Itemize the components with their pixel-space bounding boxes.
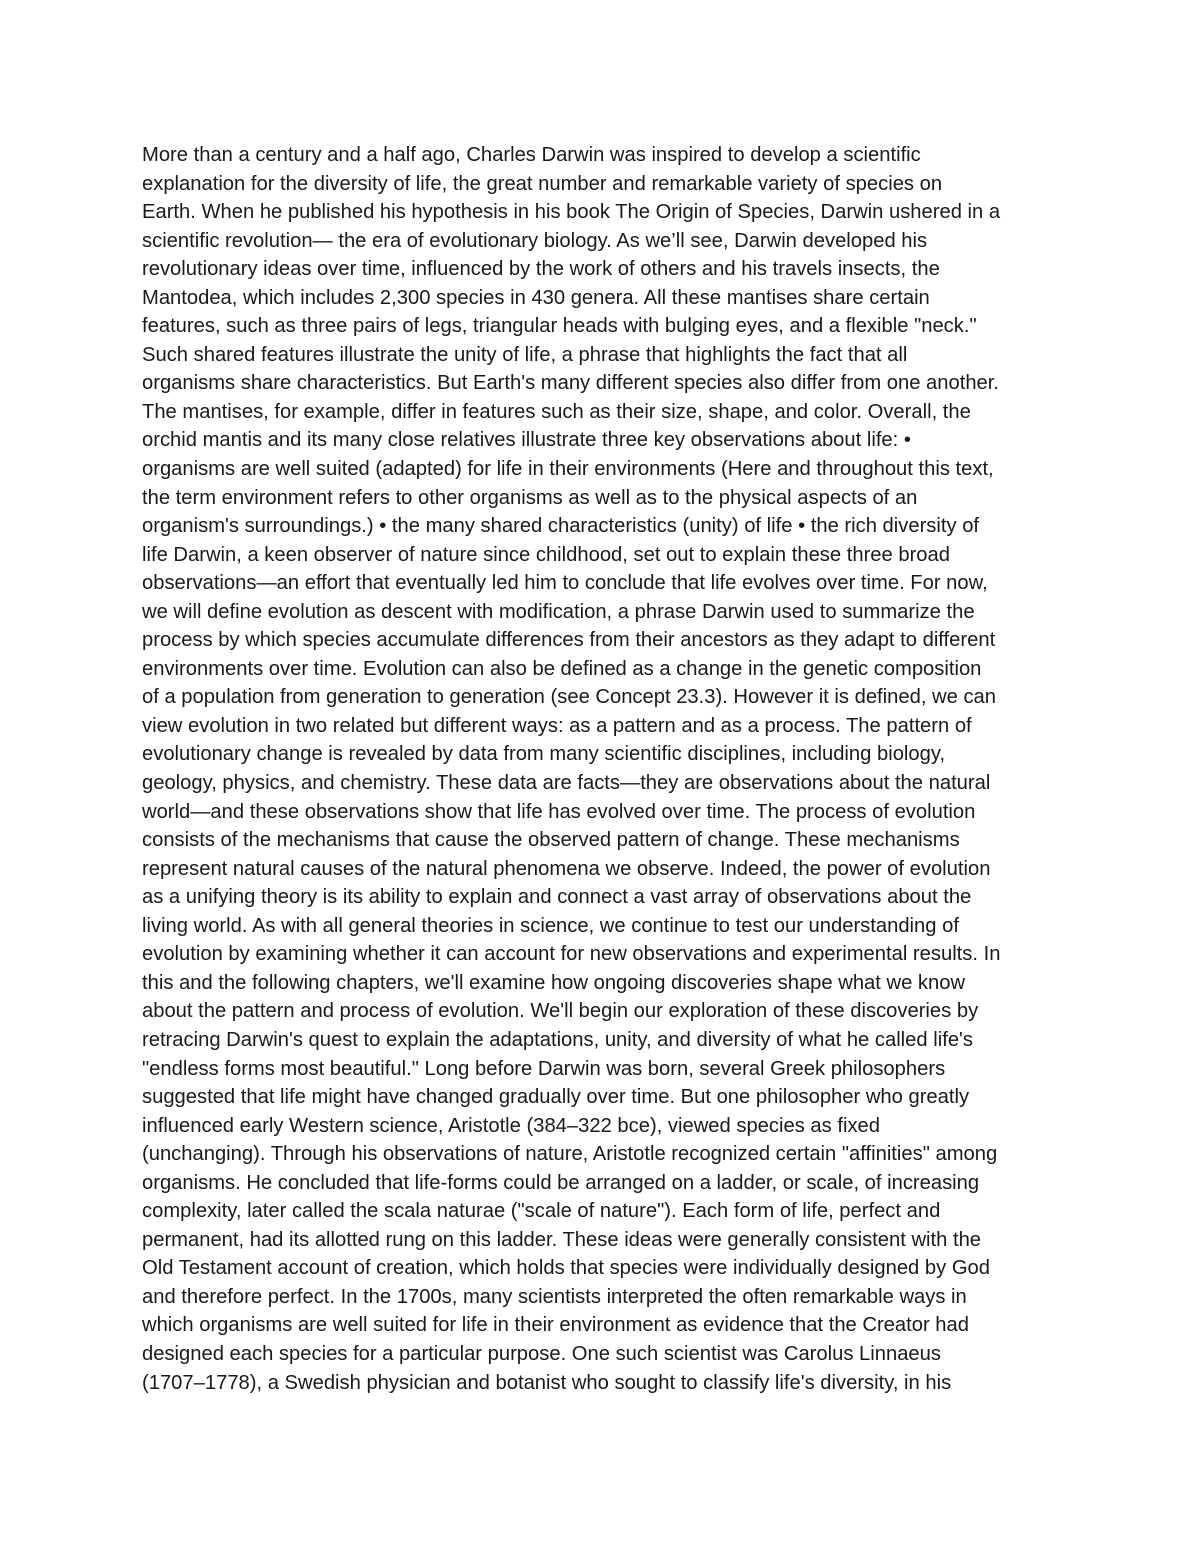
text-line: this and the following chapters, we'll examine how ongoing discoveries shape what we know [142,971,966,994]
text-line: retracing Darwin's quest to explain the adaptations, unity, and diversity of what he called life's [142,1028,973,1051]
text-line: organisms. He concluded that life-forms could be arranged on a ladder, or scale, of increasing [142,1171,980,1194]
text-line: represent natural causes of the natural phenomena we observe. Indeed, the power of evolution [142,857,991,880]
text-line: evolution by examining whether it can account for new observations and experimental results. In [142,943,1001,966]
text-line: "endless forms most beautiful." Long before Darwin was born, several Greek philosophers [142,1057,946,1080]
text-line: revolutionary ideas over time, influenced by the work of others and his travels insects, the [142,258,940,281]
text-line: geology, physics, and chemistry. These data are facts—they are observations about the natural [142,772,991,795]
text-line: of a population from generation to generation (see Concept 23.3). However it is defined, we can [142,686,996,709]
text-line: features, such as three pairs of legs, triangular heads with bulging eyes, and a flexible "neck." [142,315,977,338]
text-line: we will define evolution as descent with modification, a phrase Darwin used to summarize the [142,600,975,623]
text-line: observations—an effort that eventually led him to conclude that life evolves over time. For now, [142,572,988,595]
text-line: designed each species for a particular purpose. One such scientist was Carolus Linnaeus [142,1342,941,1365]
text-line: Mantodea, which includes 2,300 species in 430 genera. All these mantises share certain [142,286,930,309]
text-line: suggested that life might have changed gradually over time. But one philosopher who greatly [142,1086,970,1109]
text-line: world—and these observations show that life has evolved over time. The process of evolution [142,800,976,823]
text-line: consists of the mechanisms that cause the observed pattern of change. These mechanisms [142,829,960,852]
text-line: More than a century and a half ago, Charles Darwin was inspired to develop a scientific [142,144,921,166]
text-line: evolutionary change is revealed by data from many scientific disciplines, including biology, [142,743,946,766]
text-line: Earth. When he published his hypothesis in his book The Origin of Species, Darwin ushered in a [142,201,1001,224]
text-line: about the pattern and process of evolution. We'll begin our exploration of these discoveries by [142,1000,979,1023]
text-line: scientific revolution— the era of evolutionary biology. As we’ll see, Darwin developed his [142,229,928,252]
text-line: view evolution in two related but different ways: as a pattern and as a process. The pattern of [142,714,972,737]
text-line: permanent, had its allotted rung on this ladder. These ideas were generally consistent with the [142,1228,982,1251]
text-line: (unchanging). Through his observations of nature, Aristotle recognized certain "affinities" among [142,1143,998,1166]
text-line: organisms share characteristics. But Earth's many different species also differ from one another. [142,372,1000,395]
text-line: living world. As with all general theories in science, we continue to test our understanding of [142,914,959,937]
text-line: the term environment refers to other organisms as well as to the physical aspects of an [142,486,918,509]
text-line: (1707–1778), a Swedish physician and botanist who sought to classify life's diversity, in his [142,1371,952,1394]
text-line: organisms are well suited (adapted) for life in their environments (Here and throughout this text, [142,458,994,481]
body-text [142,141,1102,1397]
text-line: environments over time. Evolution can also be defined as a change in the genetic composition [142,657,982,680]
text-line: The mantises, for example, differ in features such as their size, shape, and color. Overall, the [142,400,971,423]
text-line: and therefore perfect. In the 1700s, many scientists interpreted the often remarkable ways in [142,1285,967,1308]
text-line: Old Testament account of creation, which holds that species were individually designed by God [142,1257,990,1280]
text-line: orchid mantis and its many close relatives illustrate three key observations about life: • [142,429,911,452]
text-line: which organisms are well suited for life in their environment as evidence that the Creator had [142,1314,969,1337]
text-line: explanation for the diversity of life, the great number and remarkable variety of species on [142,172,943,195]
text-line: as a unifying theory is its ability to explain and connect a vast array of observations about the [142,886,972,909]
text-line: process by which species accumulate differences from their ancestors as they adapt to different [142,629,996,652]
text-line: complexity, later called the scala naturae ("scale of nature"). Each form of life, perfect and [142,1200,941,1223]
text-line: life Darwin, a keen observer of nature since childhood, set out to explain these three broad [142,543,950,566]
text-line: Such shared features illustrate the unity of life, a phrase that highlights the fact that all [142,343,908,366]
text-line: organism's surroundings.) • the many shared characteristics (unity) of life • the rich diversity of [142,515,980,538]
text-line: influenced early Western science, Aristotle (384–322 bce), viewed species as fixed [142,1114,880,1137]
